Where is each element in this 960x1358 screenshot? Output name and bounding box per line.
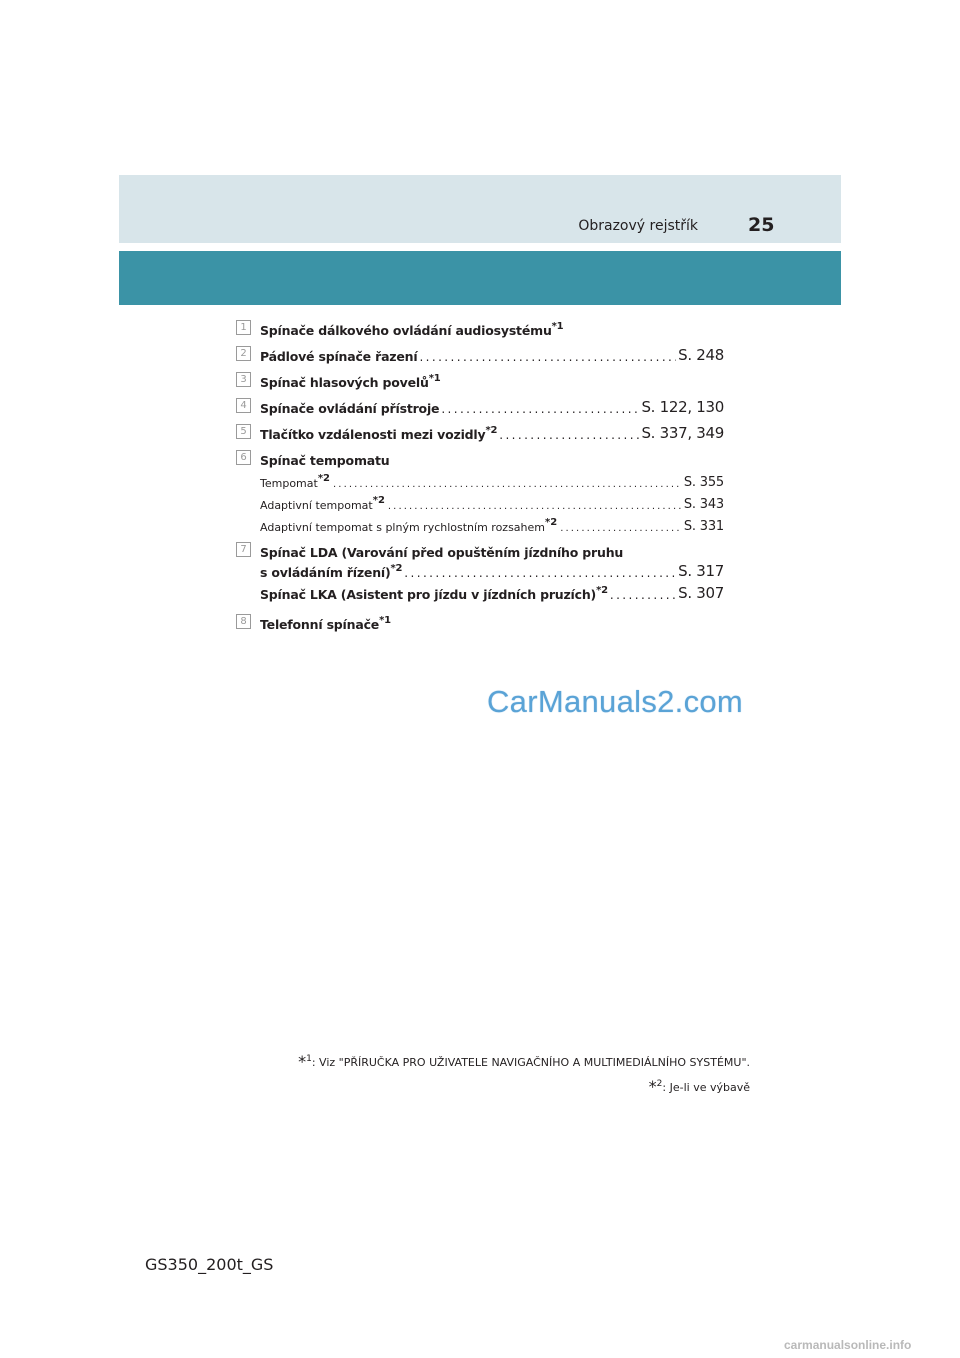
section-title: Obrazový rejstřík <box>578 218 698 234</box>
page-ref[interactable]: S. 343 <box>683 497 724 512</box>
item-label: Spínače ovládání přístroje <box>260 401 440 416</box>
list-item-continuation <box>236 580 724 602</box>
list-item <box>236 602 724 632</box>
section-banner <box>119 251 841 305</box>
leader-dots <box>441 402 639 416</box>
item-label: s ovládáním řízení)$^{*2}$ <box>260 563 403 580</box>
sub-item-label: Adaptivní tempomat s plným rychlostním rozsahem$^{*2}$ <box>260 517 558 534</box>
item-label: Spínač LKA (Asistent pro jízdu v jízdních pruzích)$^{*2}$ <box>260 585 608 602</box>
page-ref[interactable]: S. 122, 130 <box>641 398 724 416</box>
item-label: Spínač tempomatu <box>260 453 390 468</box>
list-item <box>236 312 724 338</box>
list-item <box>236 364 724 390</box>
item-label: Pádlové spínače řazení <box>260 349 418 364</box>
item-number: 6 <box>236 450 251 465</box>
footnote-2: *$^2$: Je-li ve výbavě <box>648 1077 750 1096</box>
index-list <box>236 312 724 632</box>
item-label: Spínač LDA (Varování před opuštěním jízdního pruhu <box>260 545 624 560</box>
page-ref[interactable]: S. 317 <box>678 562 724 580</box>
leader-dots <box>419 350 676 364</box>
leader-dots <box>610 588 676 602</box>
item-number: 2 <box>236 346 251 361</box>
list-item <box>236 338 724 364</box>
item-number: 4 <box>236 398 251 413</box>
item-label: Spínač hlasových povelů$^{*1}$ <box>260 373 441 390</box>
leader-dots <box>333 479 681 490</box>
page-ref[interactable]: S. 337, 349 <box>641 424 724 442</box>
list-item-continuation <box>236 560 724 580</box>
watermark: CarManuals2.com <box>487 684 744 719</box>
item-number: 5 <box>236 424 251 439</box>
item-label: Telefonní spínače$^{*1}$ <box>260 615 391 632</box>
page-ref[interactable]: S. 248 <box>678 346 724 364</box>
page-ref[interactable]: S. 307 <box>678 584 724 602</box>
sub-item <box>236 490 724 512</box>
header-band <box>119 175 841 243</box>
leader-dots <box>560 523 681 534</box>
page-number: 25 <box>748 214 775 236</box>
model-code: GS350_200t_GS <box>145 1255 274 1274</box>
list-item <box>236 390 724 416</box>
sub-item <box>236 468 724 490</box>
leader-dots <box>499 428 639 442</box>
sub-item-label: Adaptivní tempomat$^{*2}$ <box>260 495 385 512</box>
list-item <box>236 534 724 560</box>
sub-item <box>236 512 724 534</box>
page-ref[interactable]: S. 331 <box>683 519 724 534</box>
page-ref[interactable]: S. 355 <box>683 475 724 490</box>
list-item <box>236 416 724 442</box>
leader-dots <box>404 566 676 580</box>
item-label: Spínače dálkového ovládání audiosystému$^{*1}$ <box>260 321 564 338</box>
sub-item-label: Tempomat$^{*2}$ <box>260 473 331 490</box>
footnote-1: *$^1$: Viz "PŘÍRUČKA PRO UŽIVATELE NAVIGAČNÍHO A MULTIMEDIÁLNÍHO SYSTÉMU". <box>298 1052 750 1071</box>
leader-dots <box>388 501 681 512</box>
site-watermark: carmanualsonline.info <box>784 1338 912 1352</box>
list-item <box>236 442 724 468</box>
item-number: 7 <box>236 542 251 557</box>
item-label: Tlačítko vzdálenosti mezi vozidly$^{*2}$ <box>260 425 498 442</box>
item-number: 3 <box>236 372 251 387</box>
item-number: 1 <box>236 320 251 335</box>
item-number: 8 <box>236 614 251 629</box>
